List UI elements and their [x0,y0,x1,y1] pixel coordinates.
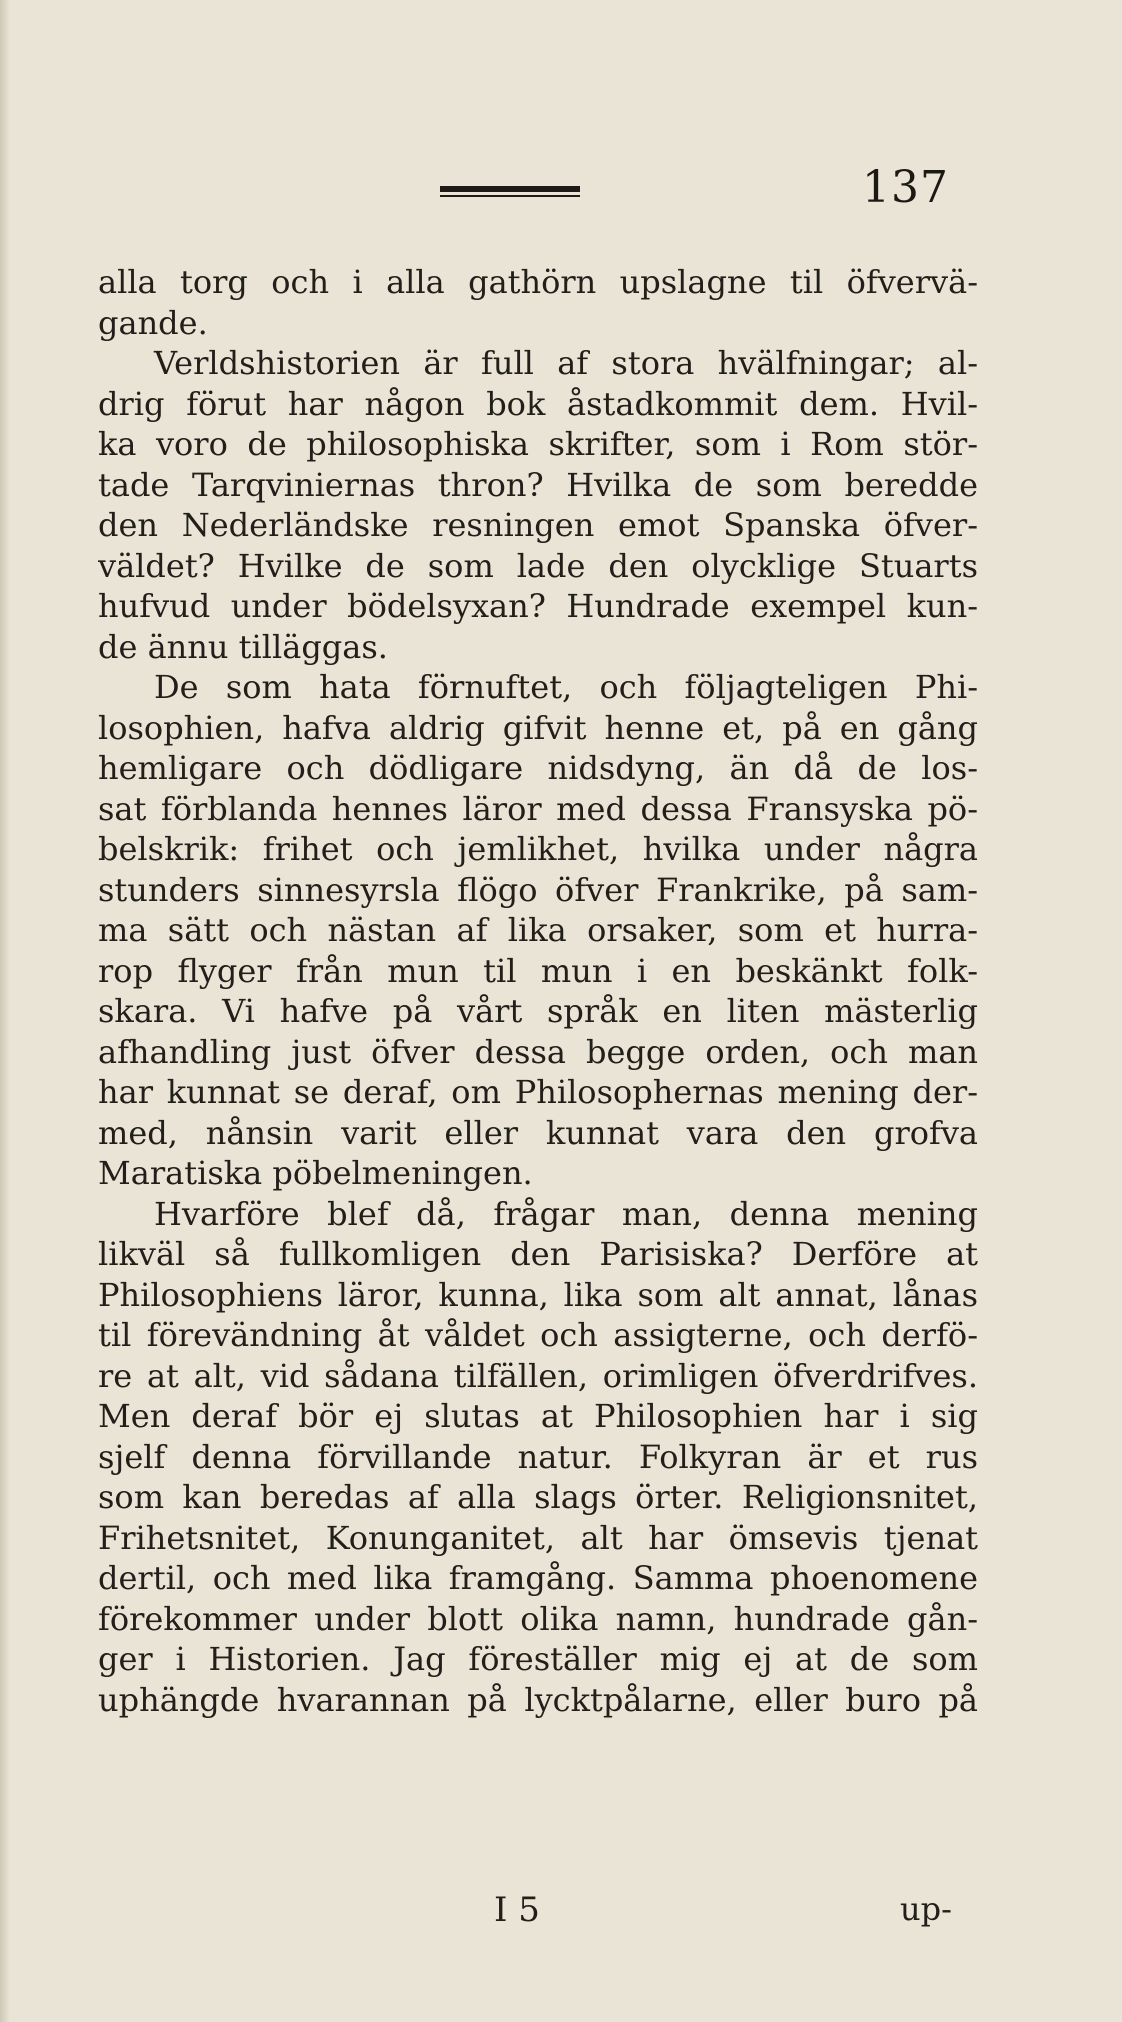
text-line: hemligare och dödligare nidsdyng, än då de los- [98,749,978,787]
text-line: uphängde hvarannan på lycktpålarne, eller buro på [98,1680,978,1719]
text-line: som kan beredas af alla slags örter. Religionsnitet, [98,1478,978,1516]
text-line: losophien, hafva aldrig gifvit henne et, på en gång [98,708,978,747]
text-line: til förevändning åt våldet och assigterne, och derfö- [98,1316,978,1354]
text-line: förekommer under blott olika namn, hundrade gån- [98,1599,978,1638]
text-line: med, nånsin varit eller kunnat vara den grofva [98,1113,978,1152]
text-line: Maratiska pöbelmeningen. [98,1154,533,1192]
text-line: re at alt, vid sådana tilfällen, orimligen öfverdrifves. [98,1356,978,1395]
text-line: har kunnat se deraf, om Philosophernas mening der- [98,1073,978,1111]
text-line: de ännu tilläggas. [98,627,388,666]
header-rule-thick [440,186,580,192]
body-text [98,262,978,1720]
text-line: skara. Vi hafve på vårt språk en liten mästerlig [98,992,978,1030]
text-line: afhandling just öfver dessa begge orden, och man [98,1032,978,1071]
text-line: belskrik: frihet och jemlikhet, hvilka under några [98,830,978,868]
page-gutter-shadow [0,0,10,2022]
text-line: stunders sinnesyrsla flögo öfver Frankrike, på sam- [98,870,978,909]
text-line: Frihetsnitet, Konunganitet, alt har ömsevis tjenat [98,1518,978,1557]
text-line: ka voro de philosophiska skrifter, som i Rom stör- [98,425,978,463]
text-line: De som hata förnuftet, och följagteligen Phi- [154,668,978,706]
header-rule-thin [440,195,580,197]
text-line: rop flyger från mun til mun i en beskänkt folk- [98,951,978,990]
text-line: alla torg och i alla gathörn upslagne til öfvervä- [98,263,978,301]
text-line: Verldshistorien är full af stora hvälfningar; al- [154,344,978,382]
text-line: tade Tarqviniernas thron? Hvilka de som beredde [98,465,978,504]
catchword: up- [900,1890,952,1928]
text-line: drig förut har någon bok åstadkommit dem. Hvil- [98,384,978,423]
text-line: Hvarföre blef då, frågar man, denna mening [154,1194,978,1233]
text-line: sjelf denna förvillande natur. Folkyran är et rus [98,1437,978,1476]
text-line: Philosophiens läror, kunna, lika som alt annat, lånas [98,1275,978,1314]
text-line: den Nederländske resningen emot Spanska öfver- [98,506,978,544]
text-line: hufvud under bödelsyxan? Hundrade exempel kun- [98,587,978,625]
text-line: dertil, och med lika framgång. Samma phoenomene [98,1559,978,1597]
text-line: sat förblanda hennes läror med dessa Fransyska pö- [98,789,978,828]
header-rule [440,186,580,200]
text-line: väldet? Hvilke de som lade den olycklige Stuarts [98,546,978,585]
text-line: Men deraf bör ej slutas at Philosophien har i sig [98,1397,978,1435]
text-line: likväl så fullkomligen den Parisiska? Derföre at [98,1235,978,1273]
text-line: ger i Historien. Jag föreställer mig ej at de som [98,1640,978,1678]
text-line: gande. [98,303,208,342]
page-number: 137 [862,162,949,213]
signature-mark: I 5 [494,1890,540,1930]
text-line: ma sätt och nästan af lika orsaker, som et hurra- [98,911,978,949]
